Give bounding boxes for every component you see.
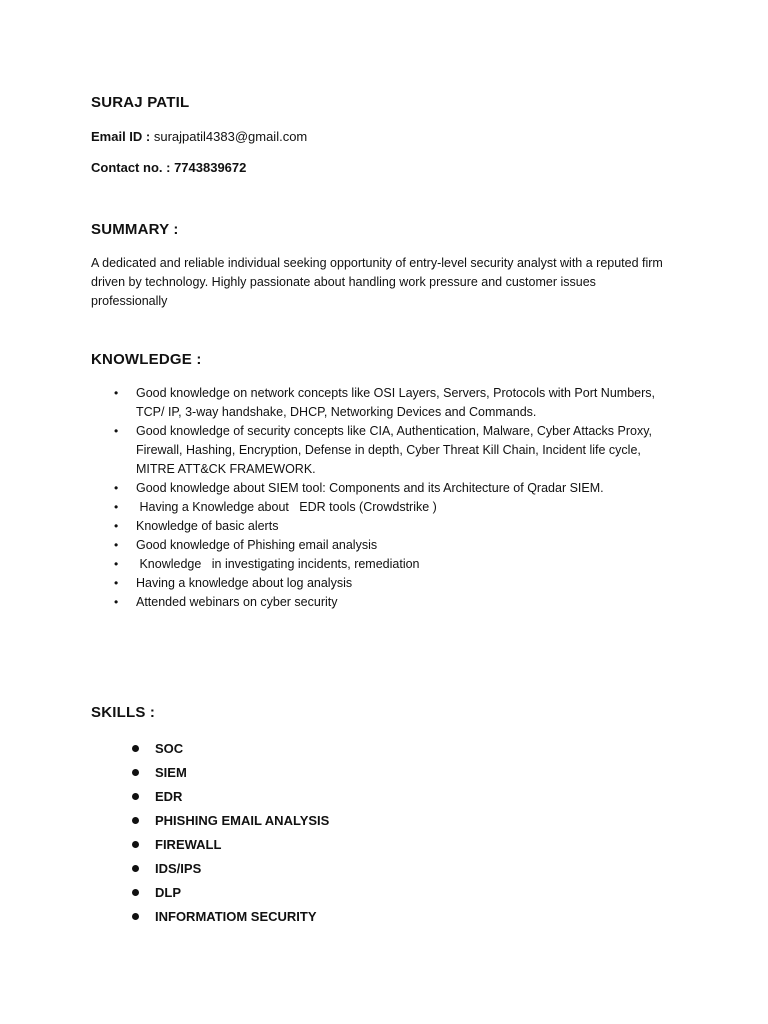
knowledge-item-text: Knowledge of basic alerts [136,519,279,533]
knowledge-item-text: Good knowledge of security concepts like CIA, Authentication, Malware, Cyber Attacks Proxy, Firewall, Hashing, Encryption, Defense in depth, Cyber Threat Kill Chain, Incident life cycle, MITRE ATT&CK FRAMEWORK. [136,424,652,476]
knowledge-heading: KNOWLEDGE : [91,351,202,368]
bullet-icon [132,889,139,896]
knowledge-list [91,384,681,612]
bullet-icon [132,841,139,848]
skill-item-text: INFORMATIOM SECURITY [155,909,317,924]
skills-list [91,740,329,932]
knowledge-item [91,593,681,612]
knowledge-item [91,422,681,479]
knowledge-item [91,574,681,593]
knowledge-item-text: Knowledge in investigating incidents, remediation [136,557,420,571]
knowledge-item [91,498,681,517]
summary-text: A dedicated and reliable individual seeking opportunity of entry-level security analyst with a reputed firm driven by technology. Highly passionate about handling work pressure and customer issues professionally [91,256,663,308]
skills-heading: SKILLS : [91,704,156,721]
skill-item [91,740,329,764]
bullet-icon: • [114,576,119,590]
skill-item-text: EDR [155,789,183,804]
bullet-icon: • [114,595,119,609]
candidate-name: SURAJ PATIL [91,94,190,111]
bullet-icon: • [114,424,119,438]
knowledge-item-text: Having a knowledge about log analysis [136,576,353,590]
bullet-icon: • [114,500,119,514]
bullet-icon [132,745,139,752]
email-label: Email ID : [91,129,151,144]
skill-item-text: SIEM [155,765,187,780]
bullet-icon: • [114,538,119,552]
knowledge-item-text: Attended webinars on cyber security [136,595,338,609]
knowledge-item [91,479,681,498]
bullet-icon [132,865,139,872]
skill-item [91,908,329,932]
skill-item-text: SOC [155,741,184,756]
bullet-icon: • [114,386,119,400]
contact-value: 7743839672 [174,160,247,175]
knowledge-item [91,555,681,574]
skill-item-text: FIREWALL [155,837,222,852]
knowledge-item-text: Good knowledge of Phishing email analysis [136,538,378,552]
skill-item-text: IDS/IPS [155,861,202,876]
knowledge-item [91,536,681,555]
email-value: surajpatil4383@gmail.com [153,129,308,144]
knowledge-item [91,517,681,536]
skill-item [91,788,329,812]
contact-line [91,160,246,175]
bullet-icon [132,793,139,800]
bullet-icon [132,913,139,920]
bullet-icon: • [114,481,119,495]
summary-heading: SUMMARY : [91,221,179,238]
contact-label: Contact no. : [91,160,171,175]
skill-item-text: DLP [155,885,181,900]
skill-item-text: PHISHING EMAIL ANALYSIS [155,813,330,828]
knowledge-item-text: Good knowledge about SIEM tool: Components and its Architecture of Qradar SIEM. [136,481,604,495]
knowledge-item-text: Having a Knowledge about EDR tools (Crowdstrike ) [136,500,437,514]
knowledge-item-text: Good knowledge on network concepts like OSI Layers, Servers, Protocols with Port Numbers, TCP/ IP, 3-way handshake, DHCP, Networking Devices and Commands. [136,386,655,419]
skill-item [91,764,329,788]
bullet-icon: • [114,557,119,571]
skill-item [91,836,329,860]
knowledge-item [91,384,681,422]
skill-item [91,812,329,836]
bullet-icon [132,769,139,776]
skill-item [91,860,329,884]
bullet-icon [132,817,139,824]
skill-item [91,884,329,908]
bullet-icon: • [114,519,119,533]
email-line [91,129,307,144]
